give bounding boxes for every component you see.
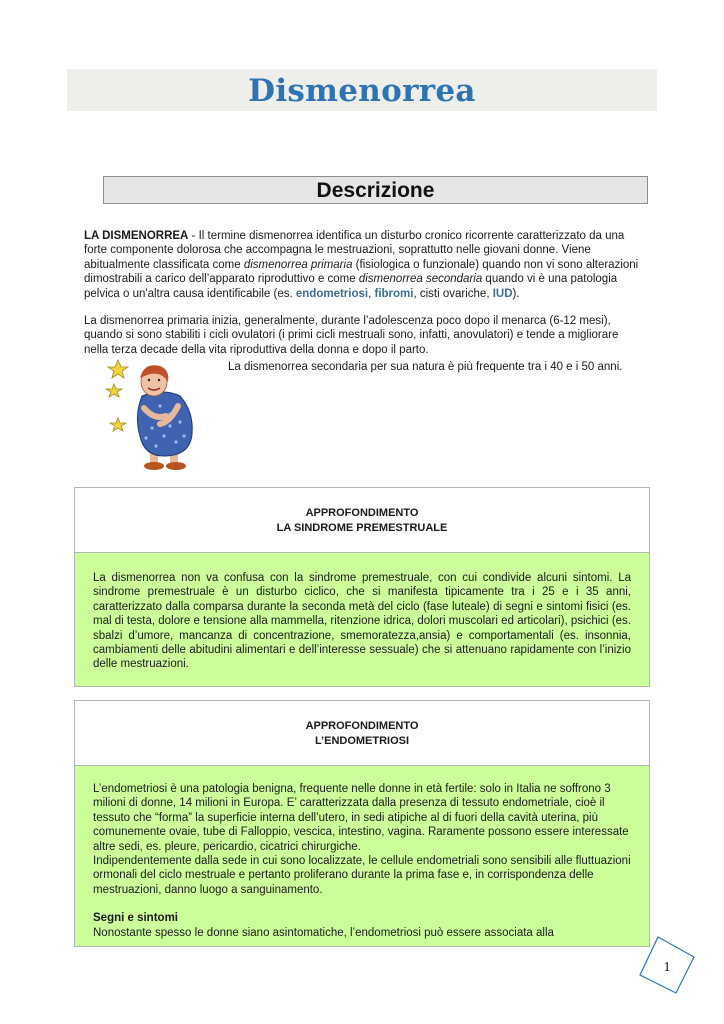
link-fibromi[interactable]: fibromi [374,287,414,300]
primary-paragraph: La dismenorrea primaria inizia, generalmente, durante l’adolescenza poco dopo il menarca (6-12 mesi), quando si sono stabiliti i cicli ovulatori (i primi cicli mestruali sono, infatti, anovulatori) e tende a migliorare nella terza decade della vita riproduttiva della donna e dopo il parto. [84,315,619,356]
intro-text: - Il termine dismenorrea identifica un disturbo cronico ricorrente caratterizzato da una forte componente dolorosa che accompagna le mestruazioni, soprattutto nelle giovani donne. Viene abitualmente classificata come [84,230,625,271]
secondary-paragraph: La dismenorrea secondaria per sua natura è più frequente tra i 40 e i 50 anni. [228,361,623,373]
box-paragraph: Indipendentemente dalla sede in cui sono localizzate, le cellule endometriali sono sensibili alle fluttuazioni ormonali del ciclo mestruale e pertanto proliferano durante la prima fase e, in corrispondenza delle mestruazioni, danno luogo a sanguinamento. [93,855,631,896]
box-label: APPROFONDIMENTO [305,507,419,519]
section-heading: Descrizione [316,179,435,202]
pain-star-icon [110,418,126,431]
intro-text: , cisti ovariche, [413,287,493,300]
box-body [75,765,649,946]
box-title: L’ENDOMETRIOSI [314,735,410,747]
woman-in-pain-illustration [104,356,214,472]
link-endometriosi[interactable]: endometriosi [295,287,369,300]
box-subheading: Segni e sintomi [93,912,178,925]
box-paragraph: Nonostante spesso le donne siano asintomatiche, l’endometriosi può essere associata alla [93,926,554,939]
section-banner [103,176,648,204]
box-header [75,488,649,552]
primary-term: dismenorrea primaria [243,258,353,271]
page-number-badge [636,935,698,997]
intro-text: , [368,287,375,300]
page-title: Dismenorrea [248,73,476,109]
link-iud[interactable]: IUD [492,287,513,300]
box-endometriosi [74,700,650,947]
box-header [75,701,649,765]
intro-text: (fisiologica o funzionale) quando non vi sono alterazioni dimostrabili a carico dell’apparato riproduttivo e come [84,258,639,286]
intro-text: ). [512,287,520,300]
box-label: APPROFONDIMENTO [305,720,419,732]
secondary-term: dismenorrea secondaria [358,273,483,286]
box-title: LA SINDROME PREMESTRUALE [276,522,448,534]
intro-paragraph [84,229,644,301]
pain-star-icon [108,360,128,378]
title-banner [67,69,657,111]
pain-star-icon [106,384,122,397]
intro-lead: LA DISMENORREA [84,230,189,242]
box-body: La dismenorrea non va confusa con la sindrome premestruale, con cui condivide alcuni sintomi. La sindrome premestruale è un disturbo ciclico, che si manifesta tipicamente tra i 25 e i 35 anni, caratterizzato dalla comparsa durante la seconda metà del ciclo (fase luteale) di segni e sintomi fisici (es. mal di testa, dolore e tensione alla mammella, ritenzione idrica, dolori muscolari ed articolari), psichici (es. sbalzi d’umore, mancanza di concentrazione, smemoratezza,ansia) e comportamentali (es. insonnia, cambiamenti delle abitudini alimentari e dell’interesse sessuale) che si attenuano rapidamente con l’inizio delle mestruazioni. [75,552,649,686]
intro-text: quando vi è una patologia pelvica o un'altra causa identificabile (es. [84,273,618,300]
box-sindrome-premestruale [74,487,650,687]
page-number: 1 [663,960,671,975]
box-paragraph: L’endometriosi è una patologia benigna, frequente nelle donne in età fertile: solo in Italia ne soffrono 3 milioni di donne, 14 milioni in Europa. E’ caratterizzata dalla presenza di tessuto endometriale, cioè il tessuto che “forma” la superficie interna dell’utero, in sedi atipiche al di fuori della cavità uterina, più comunemente ovaie, tube di Falloppio, vescica, intestino, vagina. Raramente possono essere interessate altre sedi, es. pleure, pericardio, cicatrici chirurgiche. [93,783,629,853]
